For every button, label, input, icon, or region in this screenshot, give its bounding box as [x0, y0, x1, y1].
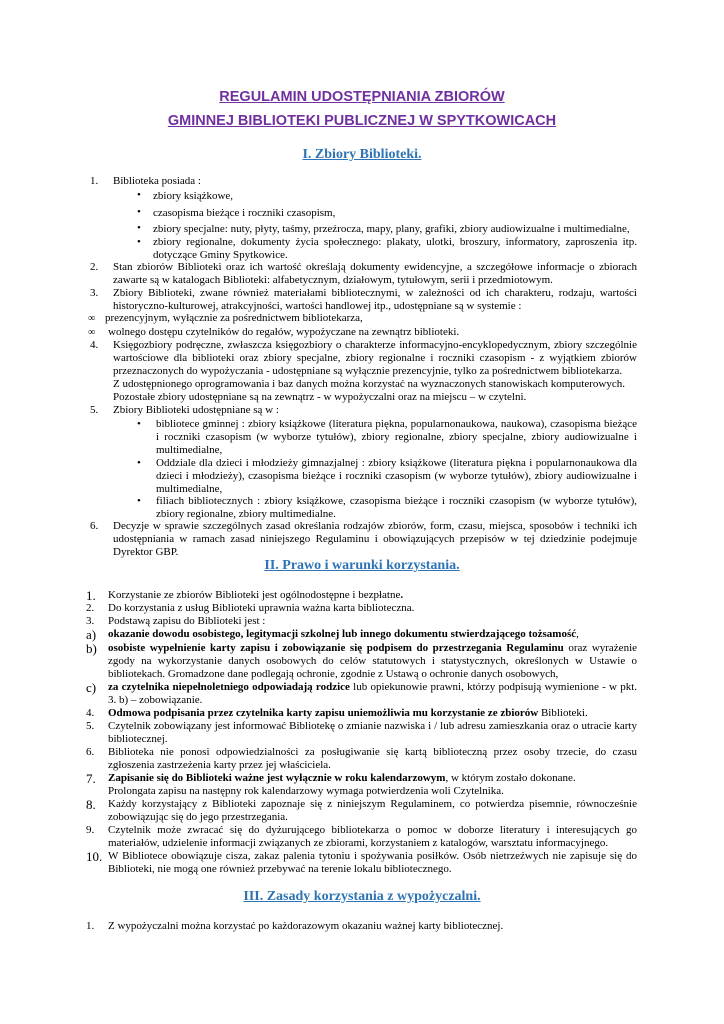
s1-i1-bullet-1: zbiory książkowe, [153, 190, 234, 202]
s1-item1-text: Biblioteka posiada : [113, 175, 201, 187]
bullet-icon: • [137, 189, 141, 201]
s1-item5-text: Zbiory Biblioteki udostępniane są w : [113, 404, 279, 416]
s1-item1-number: 1. [90, 175, 99, 187]
s2-pb-number: b) [86, 641, 97, 656]
doc-title-line2: GMINNEJ BIBLIOTEKI PUBLICZNEJ W SPYTKOWICACH [167, 113, 557, 129]
s2-p5-number: 5. [86, 720, 95, 732]
s2-pc-number: c) [86, 680, 97, 695]
s2-p6-number: 6. [86, 746, 95, 758]
s2-pa-number: a) [86, 627, 97, 642]
s1-system-prezencyjny: prezencyjnym, wyłącznie za pośrednictwem bibliotekarza, [105, 312, 363, 324]
s2-p2-number: 2. [86, 602, 95, 614]
s2-p1-text-main: Korzystanie ze zbiorów Biblioteki jest ogólnodostępne i bezpłatne [108, 589, 401, 601]
s2-p9-number: 9. [86, 824, 95, 836]
s1-i1-bullet-4: zbiory regionalne, dokumenty życia społecznego: plakaty, ulotki, broszury, informatory, zaproszenia itp. dotyczące Gminy Spytkowice. [153, 236, 637, 262]
s1-system-wolny-dostep: wolnego dostępu czytelników do regałów, wypożyczane na zewnątrz biblioteki. [108, 326, 460, 338]
s1-i5-bullet-1: bibliotece gminnej : zbiory książkowe (literatura piękna, popularnonaukowa, naukowa), czasopisma bieżące i roczniki czasopism (w wyborze tytułów), zbiory regionalne, zbiory specjalne, zbiory audiowizualne i multimedialne, [156, 418, 637, 457]
s1-item4-extra-2: Pozostałe zbiory udostępniane są na zewnątrz - w wypożyczalni oraz na miejscu – w czytelni. [113, 391, 527, 403]
s2-pb-text [108, 642, 637, 682]
s2-p7-rest: , w którym zostało dokonane. [445, 772, 576, 784]
s3-p1-number: 1. [86, 920, 95, 932]
s1-item6-text: Decyzje w sprawie szczególnych zasad określania rodzajów zbiorów, form, czasu, miejsca, sposobów i techniki ich udostępniania w ramach zasad niniejszego Regulaminu i obowiązujących przepisów w tej dziedzinie podejmuje Dyrektor GBP. [113, 520, 637, 559]
bullet-icon: • [137, 236, 141, 248]
s2-pc-bold: za czytelnika niepełnoletniego odpowiadają rodzice [108, 681, 350, 693]
s1-item4-extra-1: Z udostępnionego oprogramowania i baz danych można korzystać na wyznaczonych stanowiskach komputerowych. [113, 378, 625, 390]
s2-p3-number: 3. [86, 615, 95, 627]
bullet-icon: • [137, 495, 141, 507]
s2-p4-rest: Biblioteki. [538, 707, 588, 719]
s2-pa-bold: okazanie dowodu osobistego, legitymacji szkolnej lub innego dokumentu stwierdzającego tożsamość [108, 628, 577, 640]
s2-pb-bold: osobiste wypełnienie karty zapisu i zobowiązanie się podpisem do przestrzegania Regulaminu [108, 642, 564, 654]
s2-p1-text [108, 589, 403, 602]
s2-p8-number: 8. [86, 797, 96, 812]
s2-p7-number: 7. [86, 771, 96, 786]
s2-pa-text [108, 628, 579, 641]
s1-item4-text: Księgozbiory podręczne, zwłaszcza księgozbiory o charakterze informacyjno-encyklopedycznym, zbiory szczególnie wartościowe dla biblioteki oraz zbiory specjalne, zbiory regionalne i roczniki czasopism - z wyjątkiem zbiorów przeznaczonych do wypożyczania - udostępniane są wyłącznie prezencyjnie, tylko za pośrednictwem bibliotekarza. [113, 339, 637, 378]
s2-p10-number: 10. [86, 849, 103, 864]
s2-p9-text: Czytelnik może zwracać się do dyżurującego bibliotekarza o pomoc w doborze literatury i interesujących go materiałów, udzielenie informacji związanych ze zbiorami, korzystaniem z katalogów, warsztatu informacyjnego. [108, 824, 637, 850]
s1-item5-number: 5. [90, 404, 99, 416]
section-2-heading: II. Prawo i warunki korzystania. [264, 558, 460, 573]
s2-p7-text [108, 772, 576, 785]
s2-pc-rest: lub opiekunowie prawni, którzy podpisują wymienione - w pkt. 3. b) – zobowiązanie. [108, 681, 637, 707]
s1-i1-bullet-2: czasopisma bieżące i roczniki czasopism, [153, 207, 336, 219]
s1-i5-bullet-3: filiach bibliotecznych : zbiory książkowe, czasopisma bieżące i roczniki czasopism (w wyborze tytułów), zbiory regionalne, zbiory multimedialne. [156, 495, 637, 521]
s2-p7-bold: Zapisanie się do Biblioteki ważne jest wyłącznie w roku kalendarzowym [108, 772, 446, 784]
s2-p2-text: Do korzystania z usług Biblioteki uprawnia ważna karta biblioteczna. [108, 602, 415, 614]
section-1-heading: I. Zbiory Biblioteki. [302, 147, 422, 162]
bullet-icon: • [137, 418, 141, 430]
s2-p7-extra: Prolongata zapisu na następny rok kalendarzowy wymaga potwierdzenia woli Czytelnika. [108, 785, 504, 797]
s3-p1-text: Z wypożyczalni można korzystać po każdorazowym okazaniu ważnej karty bibliotecznej. [108, 920, 504, 932]
s2-p5-text: Czytelnik zobowiązany jest informować Bibliotekę o zmianie nazwiska i / lub adresu zamieszkania oraz o utracie karty bibliotecznej. [108, 720, 637, 746]
s2-p8-text: Każdy korzystający z Biblioteki zapoznaje się z niniejszym Regulaminem, co potwierdza pisemnie, równocześnie zobowiązując się do jego przestrzegania. [108, 798, 637, 824]
s2-pc-text [108, 681, 637, 707]
s2-p1-number: 1. [86, 588, 96, 603]
s1-i1-bullet-3: zbiory specjalne: nuty, płyty, taśmy, przeźrocza, mapy, plany, grafiki, zbiory audiowizualne i multimedialne, [153, 223, 630, 235]
s1-item3-text: Zbiory Biblioteki, zwane również materiałami bibliotecznymi, w zależności od ich charakteru, rodzaju, wartości historyczno-kulturowej, atrakcyjności, wartości handlowej itp., udostępniane są w systemie : [113, 287, 637, 313]
s1-item4-number: 4. [90, 339, 99, 351]
s1-item6-number: 6. [90, 520, 99, 532]
s2-p4-bold: Odmowa podpisania przez czytelnika karty zapisu uniemożliwia mu korzystanie ze zbiorów [108, 707, 539, 719]
s1-item2-number: 2. [90, 261, 99, 273]
s2-p4-text [108, 707, 588, 720]
s1-item3-number: 3. [90, 287, 99, 299]
s2-p3-text: Podstawą zapisu do Biblioteki jest : [108, 615, 266, 627]
bullet-icon: • [137, 222, 141, 234]
s2-p1-text-dot: . [400, 589, 404, 601]
s2-p4-number: 4. [86, 707, 95, 719]
s2-pb-rest: oraz wyrażenie zgody na wykorzystanie danych osobowych do celów statutowych i statystycznych, określonych w Ustawie o bibliotekach. Gromadzone dane podlegają ochronie, zgodnie z Ustawą o ochronie danych osobowych, [108, 642, 638, 681]
s2-p10-text: W Bibliotece obowiązuje cisza, zakaz palenia tytoniu i spożywania posiłków. Osób nietrzeźwych nie zapisuje się do Biblioteki, nie mogą one również przebywać na terenie lokalu bibliotecznego. [108, 850, 637, 876]
bullet-icon: • [137, 457, 141, 469]
section-3-heading: III. Zasady korzystania z wypożyczalni. [243, 889, 481, 904]
s1-i5-bullet-2: Oddziale dla dzieci i młodzieży gimnazjalnej : zbiory książkowe (literatura piękna i popularnonaukowa dla dzieci i młodzieży), czasopisma bieżące i roczniki czasopism (w wyborze tytułów), zbiory audiowizualne i multimedialne, [156, 457, 637, 496]
s2-p6-text: Biblioteka nie ponosi odpowiedzialności za posługiwanie się kartą biblioteczną przez osoby trzecie, do czasu zgłoszenia zastrzeżenia karty przez jej właściciela. [108, 746, 637, 772]
infinity-bullet-icon: ∞ [88, 327, 96, 338]
doc-title-line1: REGULAMIN UDOSTĘPNIANIA ZBIORÓW [219, 89, 505, 105]
s2-pa-tail: , [576, 628, 579, 640]
bullet-icon: • [137, 206, 141, 218]
s1-item2-text: Stan zbiorów Biblioteki oraz ich wartość określają dokumenty ewidencyjne, a szczegółowe informacje o zbiorach zawarte są w katalogach Biblioteki: alfabetycznym, działowym, tytułowym, serii i przedmiotowym. [113, 261, 637, 287]
infinity-bullet-icon: ∞ [88, 313, 96, 324]
